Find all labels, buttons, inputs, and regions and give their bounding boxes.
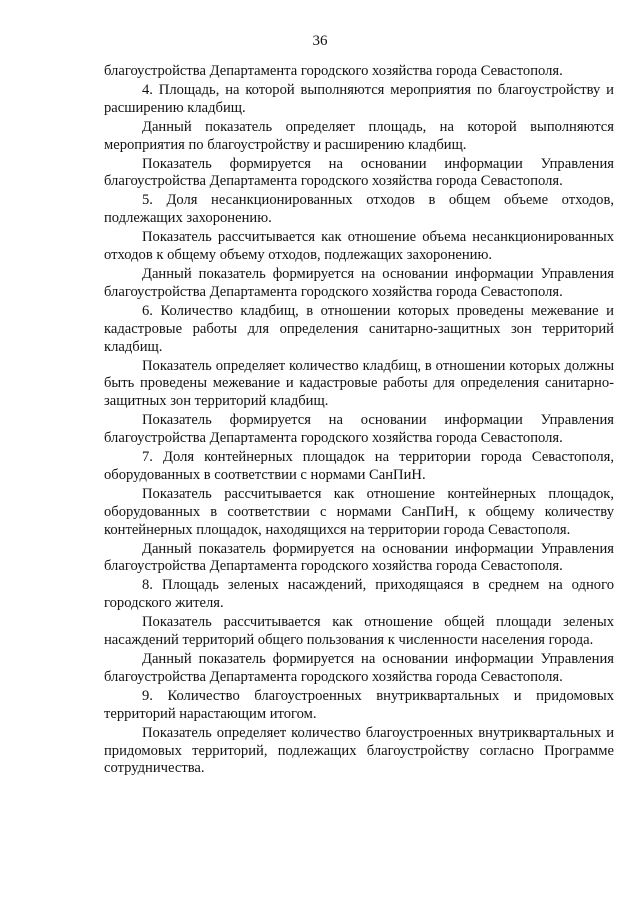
indicator-4-source: Показатель формируется на основании информации Управления благоустройства Департамента городского хозяйства города Севастополя. bbox=[104, 155, 614, 190]
indicator-6-definition: Показатель определяет количество кладбищ, в отношении которых должны быть проведены межевание и кадастровые работы для определения санитарно-защитных зон территорий кладбищ. bbox=[104, 357, 614, 410]
indicator-8-source: Данный показатель формируется на основании информации Управления благоустройства Департамента городского хозяйства города Севастополя. bbox=[104, 651, 614, 685]
indicator-5-heading: 5. Доля несанкционированных отходов в общем объеме отходов, подлежащих захоронению. bbox=[104, 192, 614, 227]
indicator-9-definition: Показатель определяет количество благоустроенных внутриквартальных и придомовых территорий, подлежащих благоустройству согласно Программе сотрудничества. bbox=[104, 724, 614, 777]
document-body bbox=[104, 63, 614, 779]
page-number: 36 bbox=[312, 33, 328, 49]
indicator-7-source: Данный показатель формируется на основании информации Управления благоустройства Департамента городского хозяйства города Севастополя. bbox=[104, 540, 614, 575]
indicator-5-definition: Показатель рассчитывается как отношение объема несанкционированных отходов к общему объему отходов, подлежащих захоронению. bbox=[104, 229, 614, 264]
indicator-6-heading: 6. Количество кладбищ, в отношении которых проведены межевание и кадастровые работы для определения санитарно-защитных зон территорий кладбищ. bbox=[104, 302, 614, 355]
indicator-8-heading: 8. Площадь зеленых насаждений, приходящаяся в среднем на одного городского жителя. bbox=[104, 577, 614, 612]
indicator-4-definition: Данный показатель определяет площадь, на которой выполняются мероприятия по благоустройству и расширению кладбищ. bbox=[104, 118, 614, 153]
paragraph-continuation: благоустройства Департамента городского хозяйства города Севастополя. bbox=[104, 63, 563, 79]
indicator-5-source: Данный показатель формируется на основании информации Управления благоустройства Департамента городского хозяйства города Севастополя. bbox=[104, 265, 614, 300]
indicator-4-heading: 4. Площадь, на которой выполняются мероприятия по благоустройству и расширению кладбищ. bbox=[104, 81, 614, 116]
indicator-8-definition: Показатель рассчитывается как отношение общей площади зеленых насаждений территорий общего пользования к численности населения города. bbox=[104, 614, 614, 649]
indicator-6-source: Показатель формируется на основании информации Управления благоустройства Департамента городского хозяйства города Севастополя. bbox=[104, 412, 614, 447]
indicator-7-definition: Показатель рассчитывается как отношение контейнерных площадок, оборудованных в соответствии с нормами СанПиН, к общему количеству контейнерных площадок, находящихся на территории города Севастополя. bbox=[104, 485, 614, 538]
indicator-7-heading: 7. Доля контейнерных площадок на территории города Севастополя, оборудованных в соответствии с нормами СанПиН. bbox=[104, 449, 614, 483]
indicator-9-heading: 9. Количество благоустроенных внутриквартальных и придомовых территорий нарастающим итогом. bbox=[104, 687, 614, 722]
